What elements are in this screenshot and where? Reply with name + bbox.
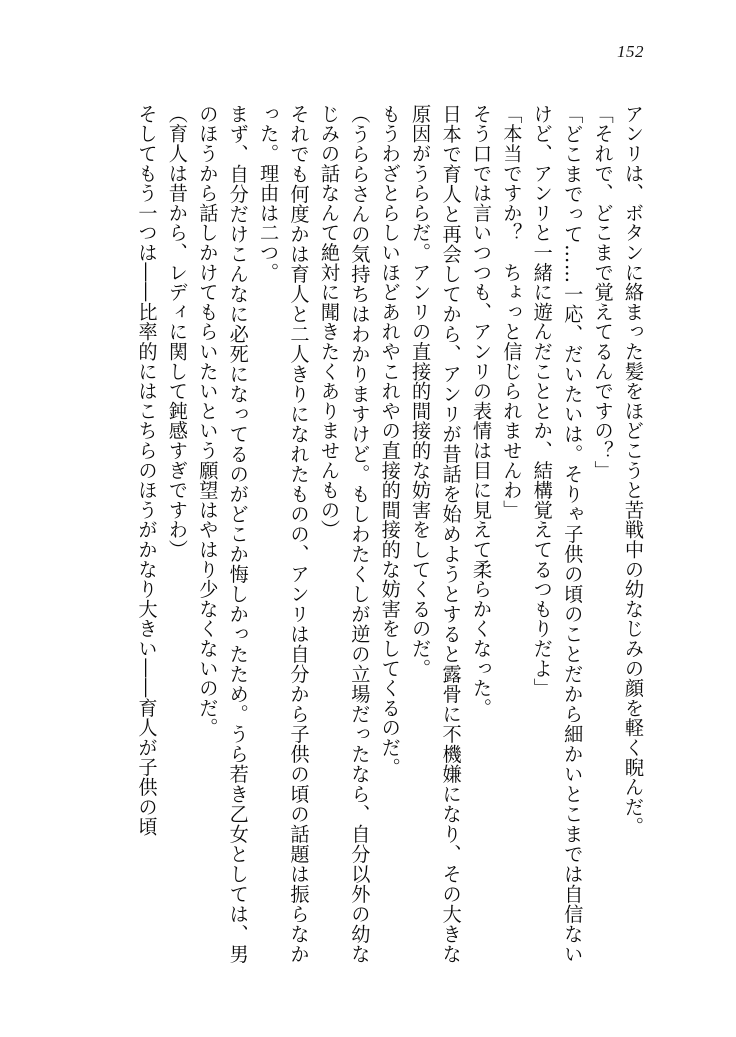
body-line: そしてもう一つは――比率的にはこちらのほうがかなり大きい――育人が子供の頃: [135, 104, 159, 837]
body-line: 「どこまでって……一応、だいたいは。そりゃ子供の頃のことだから細かいとこまでは自信ないけど、アンリと一緒に遊んだこととか、結構覚えてるつもりだよ」: [530, 104, 585, 964]
body-line: もうわざとらしいほどあれやこれやの直接的間接的な妨害をしてくるのだ。: [378, 104, 402, 778]
page-body-text: [78, 104, 648, 964]
body-line: そう口では言いつつも、アンリの表情は目に見えて柔らかくなった。: [469, 104, 493, 718]
body-line: 「それで、どこまで覚えてるんですの？」: [591, 104, 615, 481]
body-line: それでも何度かは育人と二人きりになれたものの、アンリは自分から子供の頃の話題は振らなかった。理由は二つ。: [257, 104, 311, 964]
body-line: （育人は昔から、レディに関して鈍感すぎですわ）: [165, 104, 189, 560]
body-line: （うららさんの気持ちはわかりますけど。もしわたくしが逆の立場だったなら、自分以外の幼なじみの話なんて絶対に聞きたくありませんもの）: [317, 104, 372, 964]
body-line: まず、自分だけこんなに必死になってるのがどこか悔しかったため。うら若き乙女としては、男のほうから話しかけてもらいたいという願望はやはり少なくないのだ。: [196, 104, 250, 964]
body-line: 「本当ですか？ ちょっと信じられませんわ」: [500, 104, 524, 520]
page-number: 152: [617, 42, 644, 61]
body-line: アンリは、ボタンに絡まった髪をほどこうと苦戦中の幼なじみの顔を軽く睨んだ。: [622, 104, 645, 837]
body-line: 日本で育人と再会してから、アンリが昔話を始めようとすると露骨に不機嫌になり、その大きな原因がうららだ。アンリの直接的間接的な妨害をしてくるのだ。: [409, 104, 463, 964]
